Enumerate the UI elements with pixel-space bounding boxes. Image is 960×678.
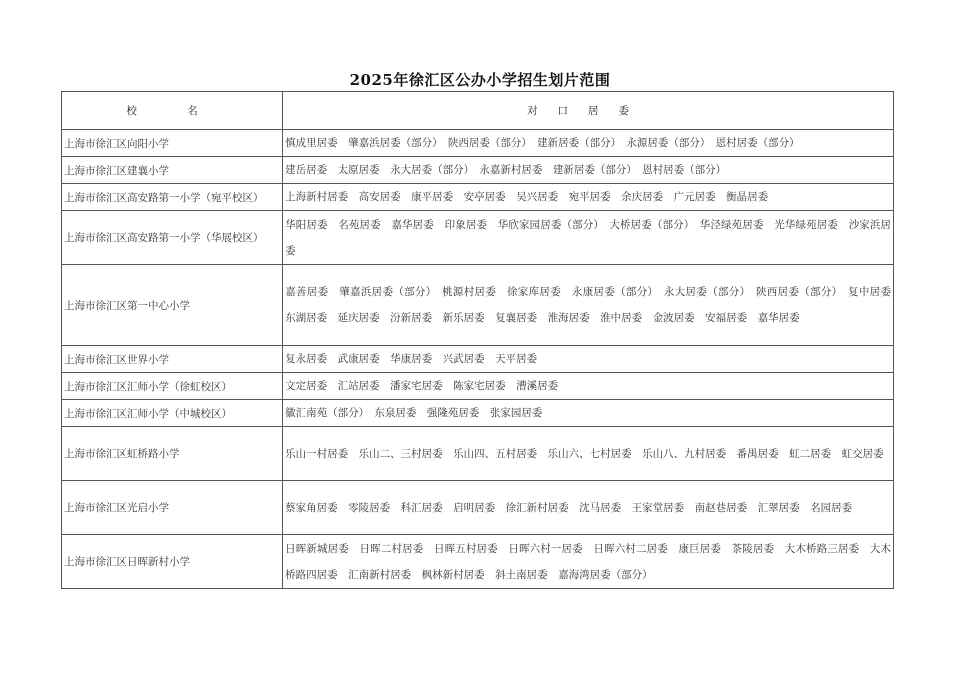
table-row bbox=[62, 373, 894, 400]
enrollment-zone-table bbox=[61, 91, 902, 589]
school-name-cell: 上海市徐汇区世界小学 bbox=[62, 346, 283, 373]
assigned-committees-cell: 复永居委 武康居委 华康居委 兴武居委 天平居委 bbox=[283, 346, 894, 373]
school-name-cell: 上海市徐汇区虹桥路小学 bbox=[62, 427, 283, 481]
school-name-cell: 上海市徐汇区汇师小学（中城校区） bbox=[62, 400, 283, 427]
assigned-committees-cell: 嘉善居委 肇嘉浜居委（部分） 桃源村居委 徐家库居委 永康居委（部分） 永大居委（部分） 陕西居委（部分） 复中居委 东湖居委 延庆居委 汾新居委 新乐居委 复襄居委 淮海居委 淮中居委 金波居委 安福居委 嘉华居委 bbox=[283, 265, 894, 346]
table-header-row bbox=[62, 92, 894, 130]
table-row bbox=[62, 346, 894, 373]
table-row bbox=[62, 211, 894, 265]
school-name-cell: 上海市徐汇区向阳小学 bbox=[62, 130, 283, 157]
assigned-committees-cell: 乐山一村居委 乐山二、三村居委 乐山四、五村居委 乐山六、七村居委 乐山八、九村居委 番禺居委 虹二居委 虹交居委 bbox=[283, 427, 894, 481]
header-school-name: 校 名 bbox=[62, 92, 283, 130]
table-row bbox=[62, 130, 894, 157]
table-row bbox=[62, 427, 894, 481]
page-title: 2025年徐汇区公办小学招生划片范围 bbox=[349, 71, 611, 89]
table-row bbox=[62, 400, 894, 427]
table-row bbox=[62, 535, 894, 589]
header-assigned-committees: 对口居委 bbox=[283, 92, 894, 130]
assigned-committees-cell: 文定居委 汇站居委 潘家宅居委 陈家宅居委 漕溪居委 bbox=[283, 373, 894, 400]
table-row bbox=[62, 157, 894, 184]
assigned-committees-cell: 蔡家角居委 零陵居委 科汇居委 启明居委 徐汇新村居委 沈马居委 王家堂居委 南赵巷居委 汇翠居委 名园居委 bbox=[283, 481, 894, 535]
school-name-cell: 上海市徐汇区高安路第一小学（宛平校区） bbox=[62, 184, 283, 211]
school-name-cell: 上海市徐汇区汇师小学（徐虹校区） bbox=[62, 373, 283, 400]
school-name-cell: 上海市徐汇区高安路第一小学（华展校区） bbox=[62, 211, 283, 265]
assigned-committees-cell: 徽汇南苑（部分） 东泉居委 强隆苑居委 张家园居委 bbox=[283, 400, 894, 427]
assigned-committees-cell: 华阳居委 名苑居委 嘉华居委 印象居委 华欣家园居委（部分） 大桥居委（部分） 华泾绿苑居委 光华绿苑居委 沙家浜居委 bbox=[283, 211, 894, 265]
school-name-cell: 上海市徐汇区光启小学 bbox=[62, 481, 283, 535]
table-row bbox=[62, 481, 894, 535]
assigned-committees-cell: 日晖新城居委 日晖二村居委 日晖五村居委 日晖六村一居委 日晖六村二居委 康巨居委 茶陵居委 大木桥路三居委 大木桥路四居委 汇南新村居委 枫林新村居委 斜土南居委 嘉海湾居委（部分） bbox=[283, 535, 894, 589]
school-name-cell: 上海市徐汇区第一中心小学 bbox=[62, 265, 283, 346]
assigned-committees-cell: 上海新村居委 高安居委 康平居委 安亭居委 吴兴居委 宛平居委 余庆居委 广元居委 衡晶居委 bbox=[283, 184, 894, 211]
table-row bbox=[62, 265, 894, 346]
assigned-committees-cell: 慎成里居委 肇嘉浜居委（部分） 陕西居委（部分） 建新居委（部分） 永源居委（部分） 恩村居委（部分） bbox=[283, 130, 894, 157]
school-name-cell: 上海市徐汇区建襄小学 bbox=[62, 157, 283, 184]
school-name-cell: 上海市徐汇区日晖新村小学 bbox=[62, 535, 283, 589]
assigned-committees-cell: 建岳居委 太原居委 永大居委（部分） 永嘉新村居委 建新居委（部分） 恩村居委（部分） bbox=[283, 157, 894, 184]
table-row bbox=[62, 184, 894, 211]
